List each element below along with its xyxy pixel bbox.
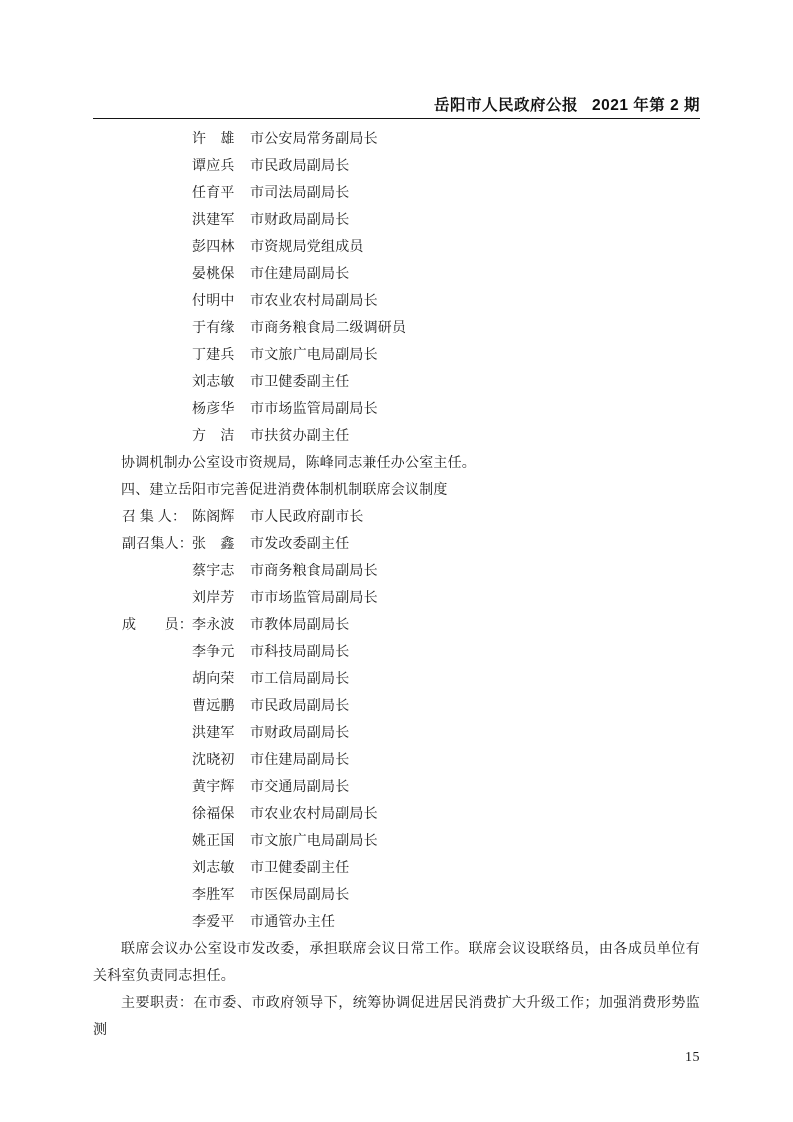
role-label: [122, 801, 192, 828]
roster-row: [122, 720, 700, 747]
roster-row: [122, 261, 700, 288]
member-name: 任育平: [192, 186, 235, 201]
member-name: 晏桃保: [192, 267, 235, 282]
role-label: [122, 207, 192, 234]
member-title: 市商务粮食局二级调研员: [250, 321, 407, 336]
role-label: [122, 855, 192, 882]
member-title: 市扶贫办副主任: [250, 429, 350, 444]
coordination-roster: [93, 126, 700, 450]
page-header: [93, 0, 700, 119]
role-label: [122, 423, 192, 450]
member-name: 胡向荣: [192, 672, 235, 687]
role-label: [122, 882, 192, 909]
member-title: 市通管办主任: [250, 915, 336, 930]
role-label: [122, 342, 192, 369]
member-name: 张 鑫: [192, 537, 235, 552]
member-title: 市财政局副局长: [250, 726, 350, 741]
role-label: [122, 558, 192, 585]
role-label: [122, 639, 192, 666]
member-title: 市医保局副局长: [250, 888, 350, 903]
role-label: 成 员：: [122, 618, 193, 633]
member-name: 彭四林: [192, 240, 235, 255]
roster-row: [122, 531, 700, 558]
roster-row: [122, 153, 700, 180]
role-label: [122, 261, 192, 288]
roster-row: [122, 612, 700, 639]
roster-row: [122, 423, 700, 450]
member-name: 刘岸芳: [192, 591, 235, 606]
document-body: [93, 126, 700, 1071]
member-name: 姚正国: [192, 834, 235, 849]
member-name: 李胜军: [192, 888, 235, 903]
roster-row: [122, 585, 700, 612]
member-name: 方 洁: [192, 429, 235, 444]
role-label: 副召集人：: [122, 537, 193, 552]
member-name: 谭应兵: [192, 159, 235, 174]
member-title: 市市场监管局副局长: [250, 402, 378, 417]
joint-meeting-roster: [93, 504, 700, 936]
member-title: 市市场监管局副局长: [250, 591, 378, 606]
roster-row: [122, 693, 700, 720]
member-title: 市科技局副局长: [250, 645, 350, 660]
running-head: [93, 97, 700, 114]
member-title: 市发改委副主任: [250, 537, 350, 552]
member-name: 李争元: [192, 645, 235, 660]
member-title: 市公安局常务副局长: [250, 132, 378, 147]
member-title: 市文旅广电局副局长: [250, 834, 378, 849]
roster-row: [122, 801, 700, 828]
role-label: [122, 666, 192, 693]
role-label: [122, 126, 192, 153]
member-title: 市教体局副局长: [250, 618, 350, 633]
header-rule: [93, 118, 700, 119]
roster-row: [122, 639, 700, 666]
role-label: [122, 315, 192, 342]
roster-row: [122, 774, 700, 801]
member-title: 市民政局副局长: [250, 699, 350, 714]
roster-row: [122, 882, 700, 909]
roster-row: [122, 747, 700, 774]
member-name: 刘志敏: [192, 375, 235, 390]
role-label: [122, 288, 192, 315]
role-label: [122, 180, 192, 207]
role-label: [122, 369, 192, 396]
member-name: 付明中: [192, 294, 235, 309]
page-number: 15: [685, 1050, 700, 1065]
member-name: 杨彦华: [192, 402, 235, 417]
member-name: 蔡宇志: [192, 564, 235, 579]
role-label: [122, 747, 192, 774]
roster-row: [122, 909, 700, 936]
gazette-title: 岳阳市人民政府公报: [433, 97, 578, 114]
role-label: [122, 828, 192, 855]
role-label: [122, 720, 192, 747]
roster-row: [122, 126, 700, 153]
role-label: [122, 234, 192, 261]
roster-row: [122, 558, 700, 585]
member-title: 市工信局副局长: [250, 672, 350, 687]
member-title: 市农业农村局副局长: [250, 294, 378, 309]
joint-office-paragraph: 联席会议办公室设市发改委，承担联席会议日常工作。联席会议设联络员，由各成员单位有关科室负责同志担任。: [93, 942, 700, 984]
roster-row: [122, 828, 700, 855]
roster-row: [122, 234, 700, 261]
role-label: 召 集 人：: [122, 510, 187, 525]
roster-row: [122, 666, 700, 693]
roster-row: [122, 207, 700, 234]
member-title: 市卫健委副主任: [250, 861, 350, 876]
member-name: 曹远鹏: [192, 699, 235, 714]
roster-row: [122, 855, 700, 882]
member-title: 市住建局副局长: [250, 753, 350, 768]
duties-paragraph: 主要职责：在市委、市政府领导下，统筹协调促进居民消费扩大升级工作；加强消费形势监测: [93, 996, 700, 1038]
roster-row: [122, 180, 700, 207]
role-label: [122, 585, 192, 612]
roster-row: [122, 504, 700, 531]
role-label: [122, 153, 192, 180]
member-title: 市农业农村局副局长: [250, 807, 378, 822]
role-label: [122, 693, 192, 720]
member-title: 市司法局副局长: [250, 186, 350, 201]
member-name: 洪建军: [192, 726, 235, 741]
member-name: 于有缘: [192, 321, 235, 336]
role-label: [122, 396, 192, 423]
gazette-issue: 2021 年第 2 期: [591, 97, 700, 114]
member-title: 市资规局党组成员: [250, 240, 364, 255]
member-title: 市民政局副局长: [250, 159, 350, 174]
member-title: 市文旅广电局副局长: [250, 348, 378, 363]
member-title: 市住建局副局长: [250, 267, 350, 282]
member-title: 市人民政府副市长: [250, 510, 364, 525]
member-name: 许 雄: [192, 132, 235, 147]
member-name: 沈晓初: [192, 753, 235, 768]
role-label: [122, 909, 192, 936]
roster-row: [122, 342, 700, 369]
member-name: 李爱平: [192, 915, 235, 930]
roster-row: [122, 369, 700, 396]
roster-row: [122, 288, 700, 315]
member-name: 刘志敏: [192, 861, 235, 876]
member-name: 陈阁辉: [192, 510, 235, 525]
member-name: 洪建军: [192, 213, 235, 228]
member-name: 黄宇辉: [192, 780, 235, 795]
member-name: 丁建兵: [192, 348, 235, 363]
roster-row: [122, 315, 700, 342]
role-label: [122, 774, 192, 801]
section-heading: 四、建立岳阳市完善促进消费体制机制联席会议制度: [121, 483, 448, 498]
roster-row: [122, 396, 700, 423]
member-title: 市财政局副局长: [250, 213, 350, 228]
member-title: 市交通局副局长: [250, 780, 350, 795]
member-title: 市商务粮食局副局长: [250, 564, 378, 579]
member-name: 徐福保: [192, 807, 235, 822]
office-note-paragraph: 协调机制办公室设市资规局，陈峰同志兼任办公室主任。: [121, 456, 476, 471]
member-title: 市卫健委副主任: [250, 375, 350, 390]
member-name: 李永波: [192, 618, 235, 633]
